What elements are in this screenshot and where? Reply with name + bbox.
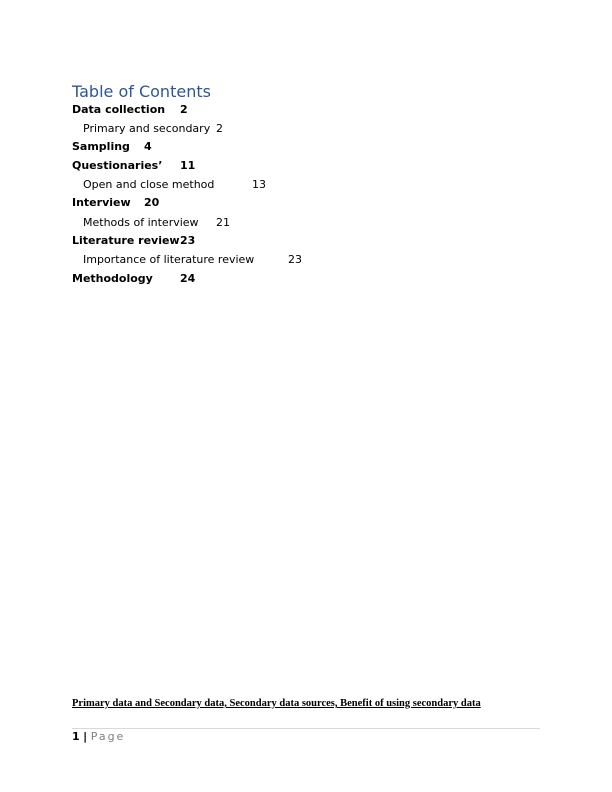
toc-entry-page: 20 bbox=[144, 196, 160, 209]
toc-entry-label: Open and close method bbox=[83, 178, 215, 191]
page-number: 1 bbox=[72, 730, 80, 743]
toc-entry-page: 23 bbox=[288, 253, 302, 266]
toc-entry[interactable] bbox=[83, 215, 303, 231]
toc-entry-page: 24 bbox=[180, 272, 196, 285]
toc-entry[interactable] bbox=[72, 158, 272, 174]
toc-entry[interactable] bbox=[83, 121, 283, 137]
toc-entry-page: 2 bbox=[180, 103, 188, 116]
toc-entry-label: Primary and secondary bbox=[83, 122, 211, 135]
toc-entry-page: 13 bbox=[252, 178, 266, 191]
toc-entry[interactable] bbox=[72, 233, 272, 249]
footnote-link[interactable]: Primary data and Secondary data, Secondary data sources, Benefit of using secondary data bbox=[72, 698, 481, 709]
toc-entry-page: 11 bbox=[180, 159, 196, 172]
toc-entry-page: 21 bbox=[216, 216, 230, 229]
toc-entry-label: Methods of interview bbox=[83, 216, 199, 229]
toc-heading: Table of Contents bbox=[72, 82, 211, 101]
toc-entry[interactable] bbox=[83, 177, 303, 193]
toc-entry-page: 4 bbox=[144, 140, 152, 153]
toc-entry-label: Literature review bbox=[72, 234, 180, 247]
toc-entry[interactable] bbox=[83, 252, 323, 268]
footer-divider bbox=[72, 728, 540, 729]
toc-entry-page: 2 bbox=[216, 122, 223, 135]
toc-entry[interactable] bbox=[72, 271, 272, 287]
toc-entry-page: 23 bbox=[180, 234, 196, 247]
toc-entry-label: Interview bbox=[72, 196, 131, 209]
toc-entry-label: Data collection bbox=[72, 103, 166, 116]
page-label: Page bbox=[90, 730, 126, 743]
page-footer bbox=[72, 730, 125, 744]
toc-entry-label: Sampling bbox=[72, 140, 130, 153]
page-separator: | bbox=[83, 730, 88, 743]
toc-entry-label: Methodology bbox=[72, 272, 153, 285]
toc-entry[interactable] bbox=[72, 139, 272, 155]
toc-entry[interactable] bbox=[72, 195, 272, 211]
toc-entry[interactable] bbox=[72, 102, 272, 118]
toc-entry-label: Questionaries’ bbox=[72, 159, 163, 172]
toc-entry-label: Importance of literature review bbox=[83, 253, 255, 266]
